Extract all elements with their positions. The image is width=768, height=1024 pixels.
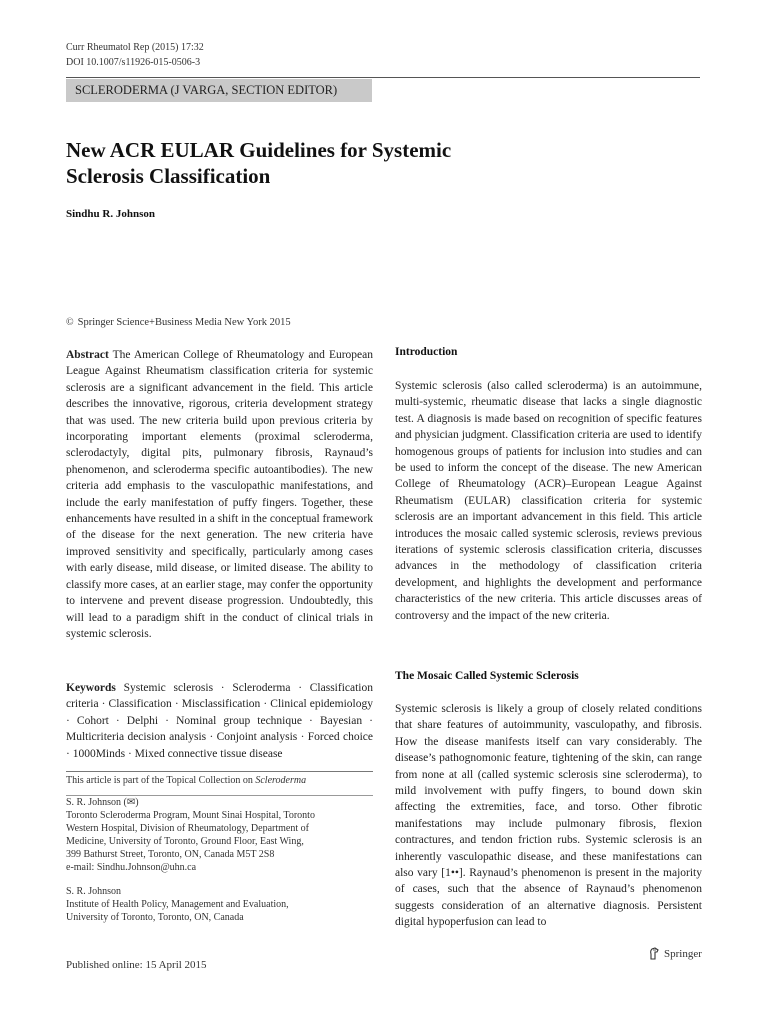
affiliation-2 (66, 886, 289, 925)
mosaic-text: Systemic sclerosis is likely a group of closely related conditions that share features of autoimmunity, vasculopathy, and fibrosis. How the disease manifests itself can vary considerably. The disease’s pathognomonic feature, tightening of the skin, can range from none at all (called systemic sclerosis sine scleroderma), to mild involvement with puffy fingers, to bound down skin affecting the extremities, face, and torso. Other fibrotic manifestations may include pulmonary fibrosis, flexion contractures, and tendon friction rubs. Systemic sclerosis is an inherently vasculopathic disease, and these manifestations can also vary [1••]. Raynaud’s phenomenon is present in the majority of cases, such that the absence of Raynaud’s phenomenon suggests consideration of an alternative diagnosis. Persistent digital hypoperfusion can lead to (395, 703, 702, 929)
journal-doi: DOI 10.1007/s11926-015-0506-3 (66, 57, 201, 68)
publisher-name: Springer (664, 947, 702, 960)
abstract (66, 347, 373, 642)
topical-note-prefix: This article is part of the Topical Collection on (66, 775, 256, 786)
affiliation-1 (66, 797, 315, 874)
keywords-label: Keywords (66, 682, 116, 694)
affiliation-line: S. R. Johnson (✉) (66, 797, 139, 808)
introduction-text: Systemic sclerosis (also called scleroderma) is an autoimmune, multi-systemic, rheumatic disease that lacks a single diagnostic test. A diagnosis is made based on recognition of specific features and physician judgment. Classification criteria are used to identify homogenous groups of patients for inclusion into studies and can be used to inform the concept of the disease. The new American College of Rheumatology (ACR)–European League Against Rheumatism (EULAR) classification criteria for systemic sclerosis are an important advancement in this field. This article introduces the mosaic called systemic sclerosis, reviews previous iterations of systemic sclerosis classification criteria, discusses advances in the methodology of classification criteria development, and highlights the development and performance characteristics of the new criteria. This article discusses areas of controversy and the impact of the new criteria. (395, 380, 702, 622)
introduction-heading: Introduction (395, 346, 458, 358)
copyright-line (66, 317, 291, 328)
title-line-2: Sclerosis Classification (66, 164, 271, 188)
affiliation-line: University of Toronto, Toronto, ON, Canada (66, 911, 244, 923)
affiliation-line: 399 Bathurst Street, Toronto, ON, Canada M5T 2S8 (66, 848, 275, 860)
author-name: Sindhu R. Johnson (66, 208, 155, 220)
abstract-label: Abstract (66, 349, 109, 361)
topical-collection-name: Scleroderma (255, 775, 307, 786)
topical-collection-note (66, 775, 306, 786)
keywords (66, 680, 373, 762)
header-rule (66, 77, 700, 78)
section-banner: SCLERODERMA (J VARGA, SECTION EDITOR) (66, 79, 372, 102)
affiliation-line: S. R. Johnson (66, 886, 122, 897)
publisher-logo (648, 947, 702, 960)
affiliation-line: Institute of Health Policy, Management and Evaluation, (66, 898, 289, 910)
keywords-text: Systemic sclerosis · Scleroderma · Classification criteria · Classification · Misclassification · Clinical epidemiology · Cohort · Delphi · Nominal group technique · Bayesian · Multicriteria decision analysis · Conjoint analysis · Forced choice · 1000Minds · Mixed connective tissue disease (66, 682, 374, 760)
abstract-text: The American College of Rheumatology and European League Against Rheumatism classification criteria for systemic sclerosis are a significant advancement in the field. This article describes the innovative, rigorous, criteria development strategy that was used. The new criteria build upon previous criteria by incorporating important elements (proximal scleroderma, sclerodactyly, digital pits, pulmonary fibrosis, Raynaud’s phenomenon, and scleroderma specific autoantibodies). The new criteria add emphasis to the vasculopathic manifestations, and include the early manifestation of puffy fingers. Together, these enhancements have resulted in a shift in the conceptual framework of the disease for the next generation. The new criteria have improved sensitivity and specifically, particularly among cases with early disease, mild disease, or limited disease. The ability to classify more cases, at an earlier stage, may confer the opportunity to intervene and prevent disease progression. Undoubtedly, this will lead to a paradigm shift in the conduct of clinical trials in systemic sclerosis. (66, 349, 374, 640)
springer-horse-icon (648, 947, 660, 960)
footnote-rule-2 (66, 795, 373, 796)
affiliation-line: Toronto Scleroderma Program, Mount Sinai Hospital, Toronto (66, 809, 315, 821)
affiliation-line: Western Hospital, Division of Rheumatology, Department of (66, 822, 309, 834)
journal-reference (66, 40, 204, 70)
footnote-rule (66, 771, 373, 772)
published-date: Published online: 15 April 2015 (66, 959, 207, 971)
affiliation-line: Medicine, University of Toronto, Ground Floor, East Wing, (66, 835, 304, 847)
title-line-1: New ACR EULAR Guidelines for Systemic (66, 138, 452, 162)
article-title (66, 137, 566, 189)
copyright-text: Springer Science+Business Media New York 2015 (77, 317, 291, 328)
copyright-icon: © (66, 317, 74, 328)
journal-citation: Curr Rheumatol Rep (2015) 17:32 (66, 42, 204, 53)
affiliation-email[interactable]: e-mail: Sindhu.Johnson@uhn.ca (66, 861, 197, 873)
mosaic-heading: The Mosaic Called Systemic Sclerosis (395, 670, 579, 682)
